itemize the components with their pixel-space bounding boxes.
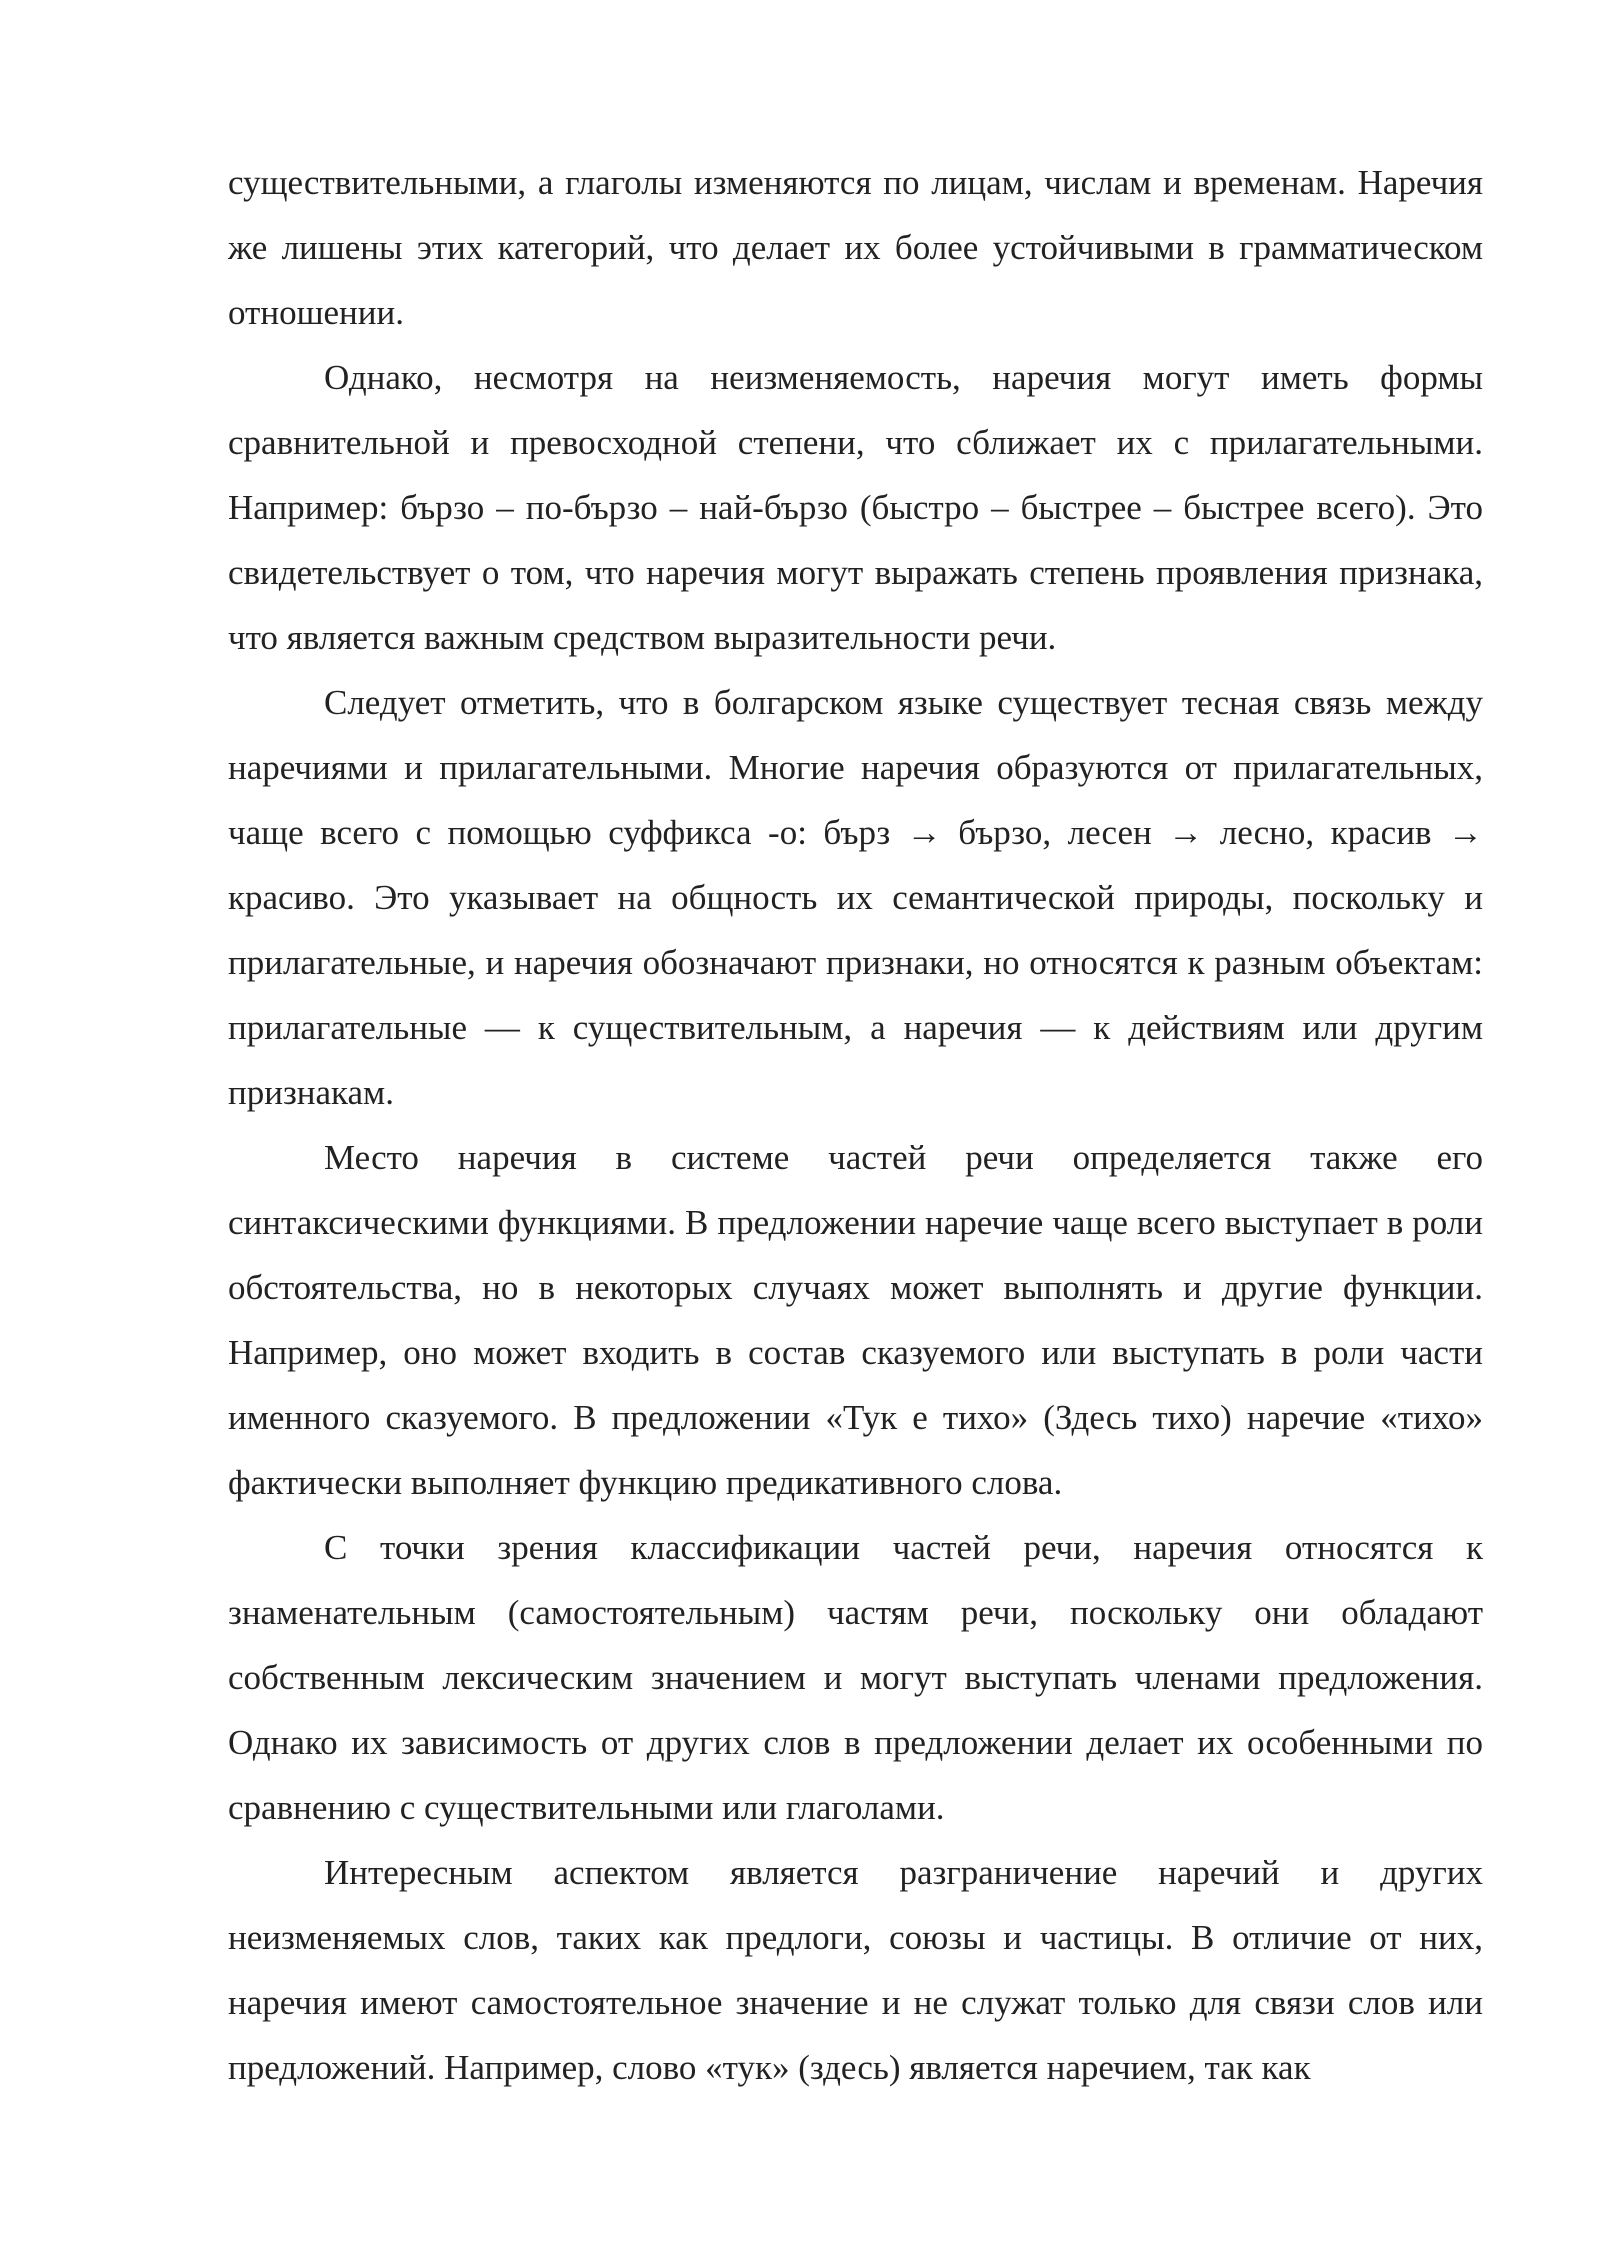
document-body <box>228 150 1483 2100</box>
paragraph-continuation: существительными, а глаголы изменяются по лицам, числам и временам. Наречия же лишены этих категорий, что делает их более устойчивыми в грамматическом отношении. <box>228 163 1483 332</box>
paragraph: Следует отметить, что в болгарском языке существует тесная связь между наречиями и прилагательными. Многие наречия образуются от прилагательных, чаще всего с помощью суффикса -о: бърз → бързо, лесен → лесно, красив → красиво. Это указывает на общность их семантической природы, поскольку и прилагательные, и наречия обозначают признаки, но относятся к разным объектам: прилагательные — к существительным, а наречия — к действиям или другим признакам. <box>228 683 1483 1112</box>
paragraph: С точки зрения классификации частей речи, наречия относятся к знаменательным (самостоятельным) частям речи, поскольку они обладают собственным лексическим значением и могут выступать членами предложения. Однако их зависимость от других слов в предложении делает их особенными по сравнению с существительными или глаголами. <box>228 1528 1483 1827</box>
paragraph: Однако, несмотря на неизменяемость, наречия могут иметь формы сравнительной и превосходной степени, что сближает их с прилагательными. Например: бързо – по-бързо – най-бързо (быстро – быстрее – быстрее всего). Это свидетельствует о том, что наречия могут выражать степень проявления признака, что является важным средством выразительности речи. <box>228 358 1483 657</box>
paragraph: Интересным аспектом является разграничение наречий и других неизменяемых слов, таких как предлоги, союзы и частицы. В отличие от них, наречия имеют самостоятельное значение и не служат только для связи слов или предложений. Например, слово «тук» (здесь) является наречием, так как <box>228 1853 1483 2087</box>
paragraph: Место наречия в системе частей речи определяется также его синтаксическими функциями. В предложении наречие чаще всего выступает в роли обстоятельства, но в некоторых случаях может выполнять и другие функции. Например, оно может входить в состав сказуемого или выступать в роли части именного сказуемого. В предложении «Тук е тихо» (Здесь тихо) наречие «тихо» фактически выполняет функцию предикативного слова. <box>228 1138 1483 1502</box>
